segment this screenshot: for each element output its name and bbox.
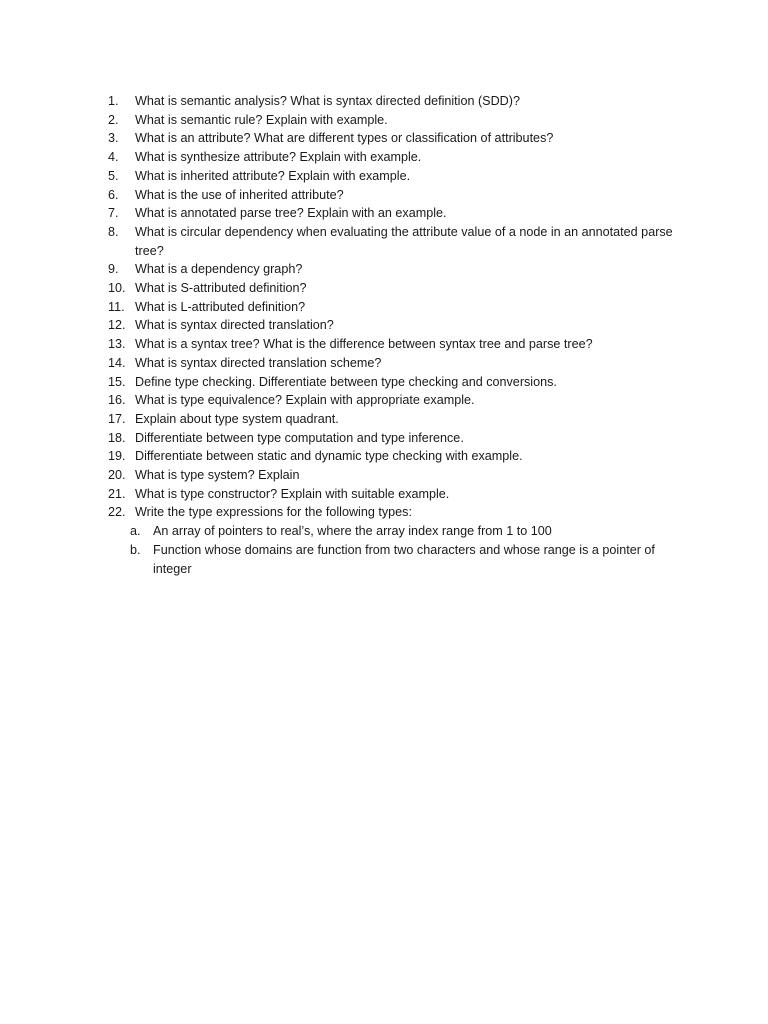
question-item — [108, 316, 688, 335]
question-item — [108, 410, 688, 429]
question-number: 21. — [108, 486, 126, 501]
question-item — [108, 373, 688, 392]
sub-question-list — [108, 522, 688, 578]
question-text: What is semantic analysis? What is syntax directed definition (SDD)? — [135, 94, 520, 108]
question-item — [108, 111, 688, 130]
question-item — [108, 129, 688, 148]
question-text: What is type constructor? Explain with suitable example. — [135, 486, 450, 501]
question-number: 7. — [108, 206, 119, 221]
question-number: 2. — [108, 112, 119, 127]
question-number: 20. — [108, 468, 126, 483]
question-number: 13. — [108, 337, 126, 352]
question-text: What is the use of inherited attribute? — [135, 187, 344, 202]
question-number: 4. — [108, 150, 119, 165]
question-item — [108, 391, 688, 410]
question-text: What is a syntax tree? What is the difference between syntax tree and parse tree? — [135, 337, 593, 352]
question-text: Differentiate between type computation and type inference. — [135, 430, 464, 445]
question-number: 11. — [108, 299, 125, 314]
question-number: 19. — [108, 449, 126, 464]
question-text: What is an attribute? What are different types or classification of attributes? — [135, 131, 554, 146]
question-item — [108, 204, 688, 223]
question-item — [108, 148, 688, 167]
sub-question-letter: b. — [130, 542, 141, 557]
question-number: 9. — [108, 262, 119, 277]
question-item — [108, 335, 688, 354]
question-item — [108, 260, 688, 279]
question-number: 17. — [108, 411, 126, 426]
question-item — [108, 223, 688, 260]
question-text: What is annotated parse tree? Explain with an example. — [135, 206, 447, 221]
question-text: What is circular dependency when evaluating the attribute value of a node in an annotated parse tree? — [135, 224, 673, 258]
question-item — [108, 186, 688, 205]
question-item — [108, 167, 688, 186]
question-text: What is semantic rule? Explain with example. — [135, 112, 388, 127]
question-text: What is syntax directed translation scheme? — [135, 355, 382, 370]
question-number: 10. — [108, 281, 126, 296]
question-text: Define type checking. Differentiate between type checking and conversions. — [135, 374, 557, 389]
question-item — [108, 485, 688, 504]
sub-question-text: Function whose domains are function from two characters and whose range is a pointer of integer — [153, 542, 655, 576]
question-item — [108, 279, 688, 298]
sub-question-group — [108, 522, 688, 578]
question-number: 5. — [108, 168, 119, 183]
question-text: Differentiate between static and dynamic type checking with example. — [135, 449, 523, 464]
question-item — [108, 92, 688, 111]
question-number: 22. — [108, 505, 126, 520]
question-item — [108, 298, 688, 317]
question-text: What is inherited attribute? Explain with example. — [135, 168, 411, 183]
question-item — [108, 354, 688, 373]
sub-question-item — [130, 541, 688, 578]
question-text: What is a dependency graph? — [135, 262, 303, 277]
question-item — [108, 447, 688, 466]
sub-question-item — [130, 522, 688, 541]
question-item — [108, 429, 688, 448]
question-item — [108, 466, 688, 485]
question-text: What is L-attributed definition? — [135, 299, 306, 314]
question-number: 3. — [108, 131, 119, 146]
question-text: What is type system? Explain — [135, 468, 300, 483]
question-item — [108, 503, 688, 522]
question-text: What is type equivalence? Explain with appropriate example. — [135, 393, 475, 408]
question-number: 16. — [108, 393, 126, 408]
question-text: What is syntax directed translation? — [135, 318, 334, 333]
question-text: What is S-attributed definition? — [135, 281, 307, 296]
question-number: 1. — [108, 94, 119, 108]
question-number: 6. — [108, 187, 119, 202]
question-text: Explain about type system quadrant. — [135, 411, 339, 426]
sub-question-text: An array of pointers to real’s, where the array index range from 1 to 100 — [153, 524, 552, 539]
question-number: 14. — [108, 355, 126, 370]
question-number: 8. — [108, 224, 119, 239]
sub-question-letter: a. — [130, 524, 141, 539]
question-text: Write the type expressions for the following types: — [135, 505, 412, 520]
question-number: 12. — [108, 318, 126, 333]
question-number: 15. — [108, 374, 126, 389]
question-number: 18. — [108, 430, 126, 445]
question-list — [108, 92, 688, 578]
question-text: What is synthesize attribute? Explain with example. — [135, 150, 422, 165]
